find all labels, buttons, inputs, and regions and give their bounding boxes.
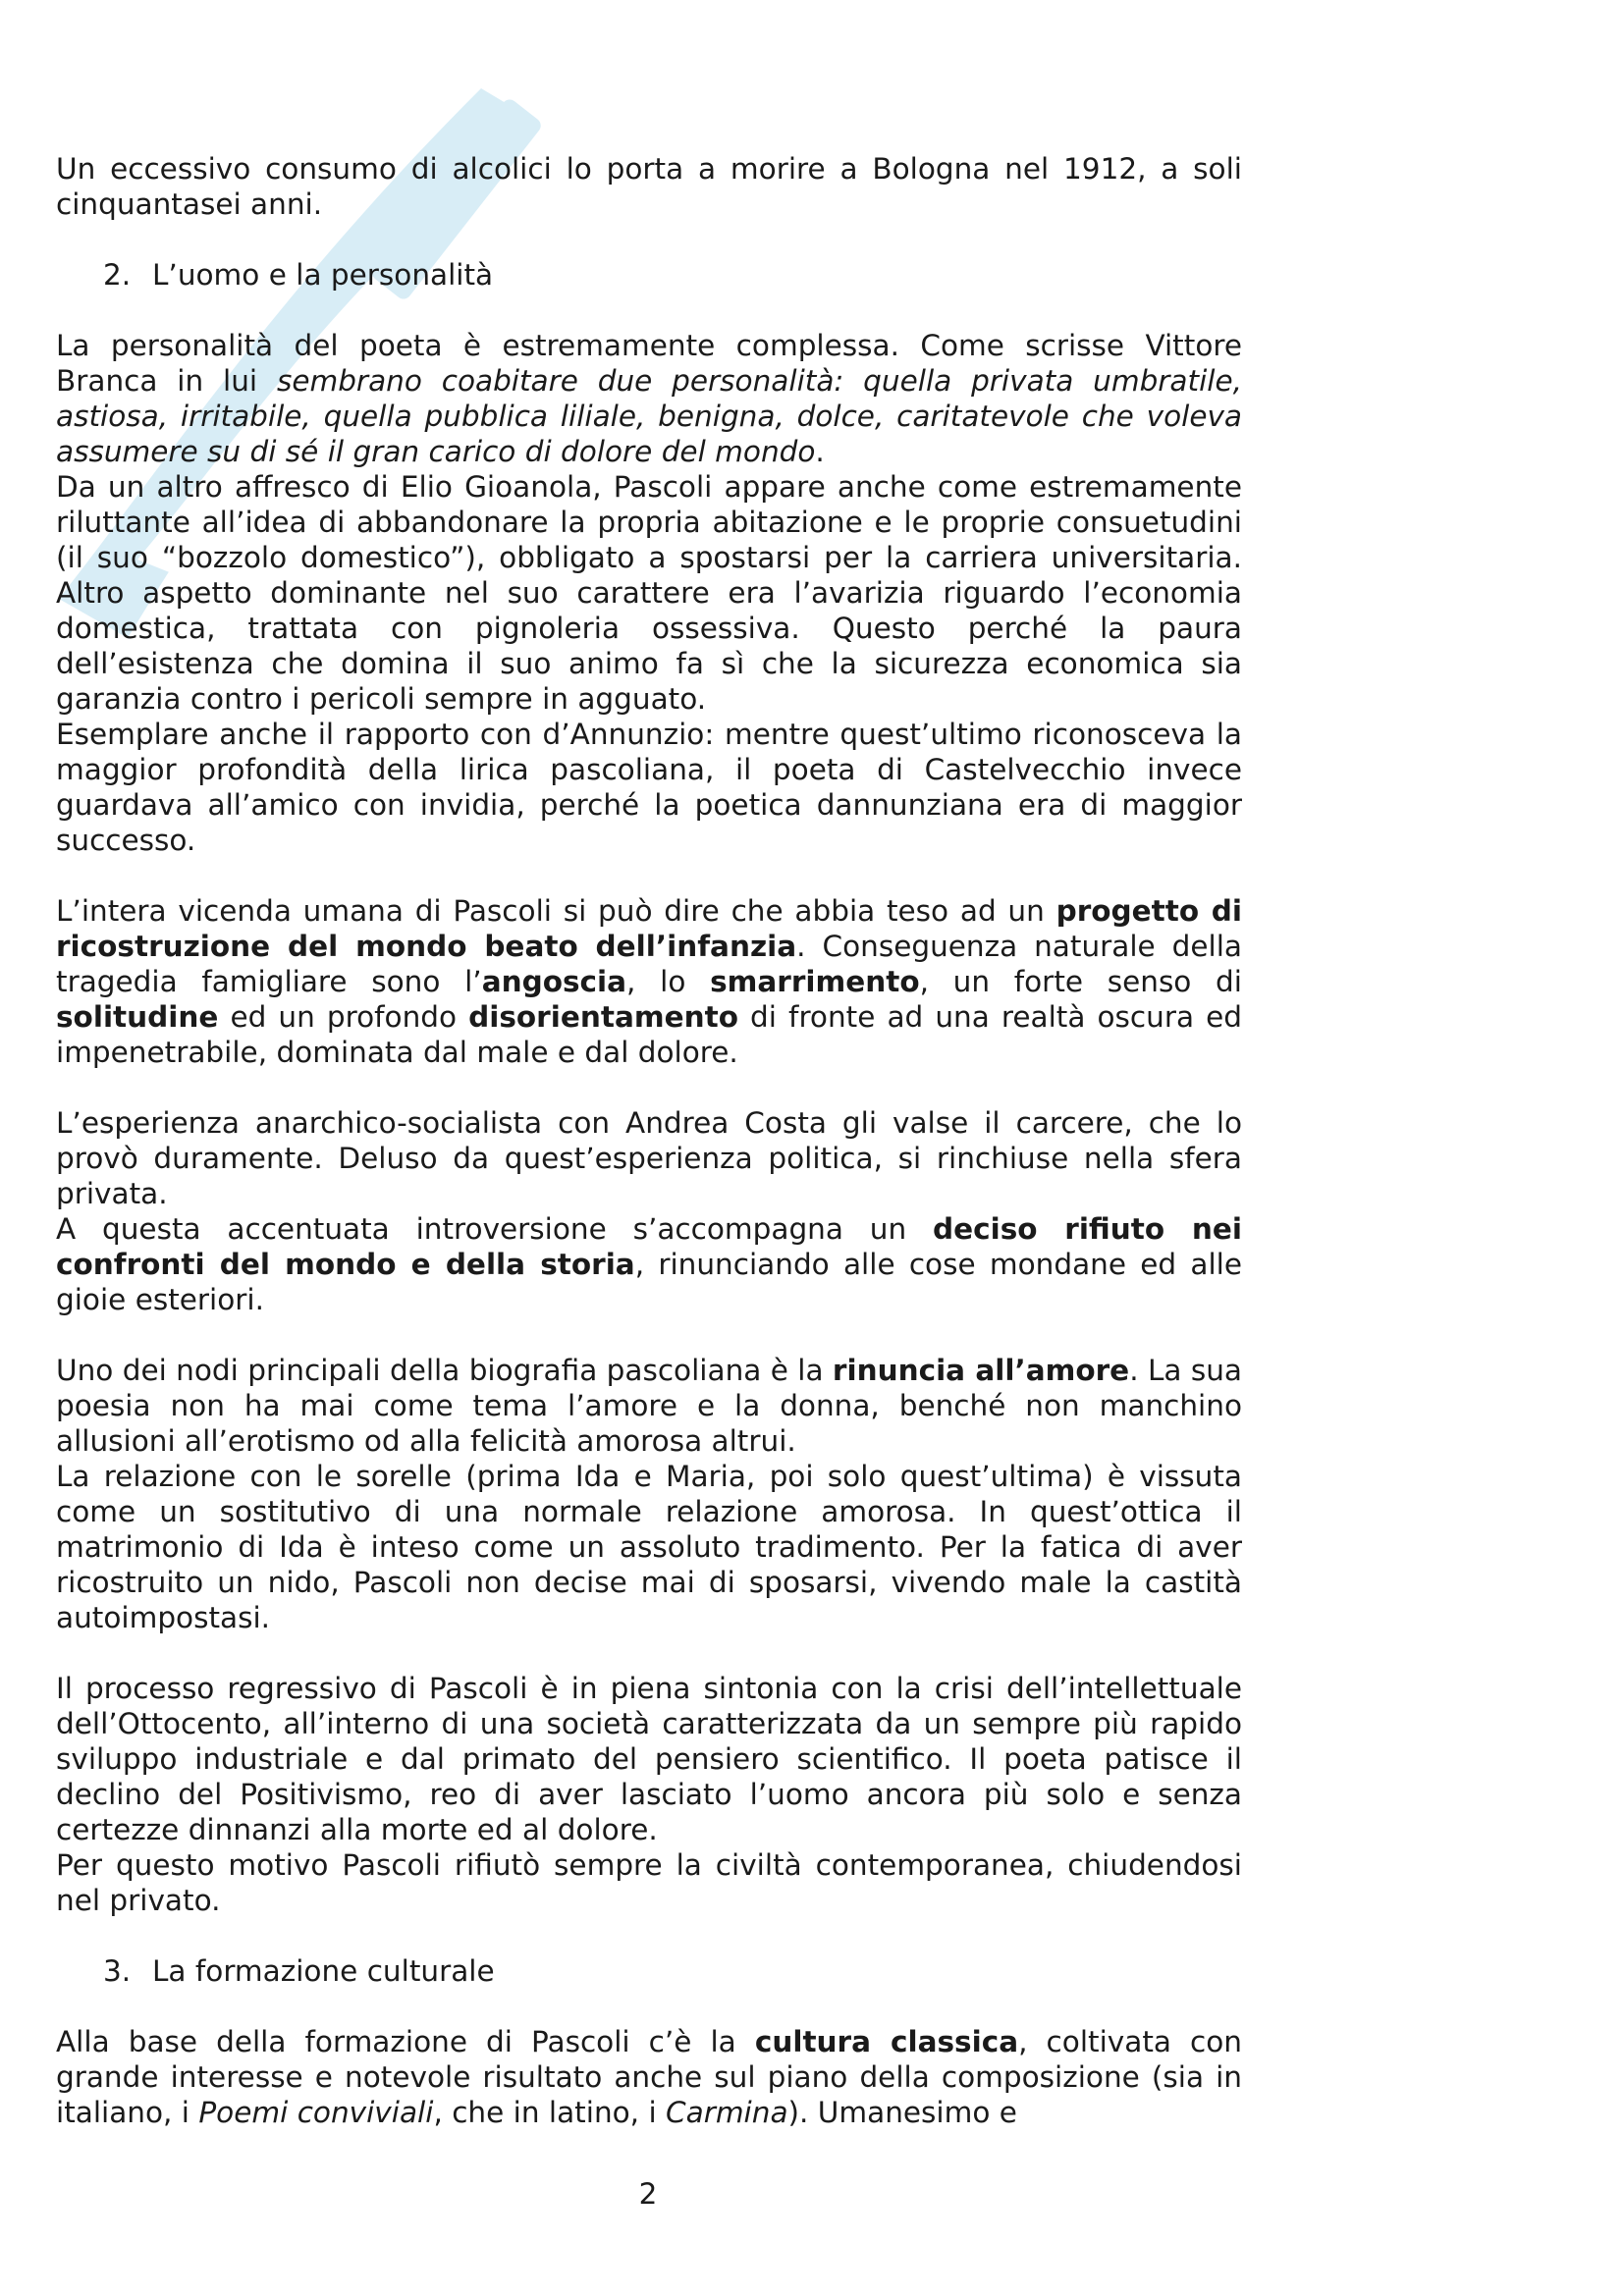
document-page <box>56 151 1242 2130</box>
bold-text: cultura classica <box>754 2025 1019 2058</box>
section-number: 2. <box>103 258 132 292</box>
section-heading <box>56 1953 1242 1989</box>
paragraph <box>56 717 1242 858</box>
section-title: La formazione culturale <box>152 1954 495 1988</box>
text-run: di fronte ad una realtà oscura ed impenetrabile, dominata dal male e dal dolore. <box>56 1000 1243 1069</box>
italic-text: Carmina <box>666 2096 788 2129</box>
paragraph <box>56 1847 1242 1918</box>
text-run: , lo <box>626 965 711 998</box>
text-run: L’intera vicenda umana di Pascoli si può dire che abbia teso ad un <box>56 894 1056 928</box>
paragraph <box>56 1353 1242 1459</box>
paragraph <box>56 328 1242 469</box>
text-run: . La sua poesia non ha mai come tema l’amore e la donna, benché non manchino allusioni all’erotismo od alla felicità amorosa altrui. <box>56 1354 1242 1458</box>
text-run: A questa accentuata introversione s’accompagna un <box>56 1212 933 1246</box>
text-run: ed un profondo <box>218 1000 469 1034</box>
italic-text: Poemi conviviali <box>198 2096 434 2129</box>
bold-text: rinuncia all’amore <box>832 1354 1130 1387</box>
text-run: Da un altro affresco di Elio Gioanola, Pascoli appare anche come estremamente riluttante all’idea di abbandonare la propria abitazione e le proprie consuetudini (il suo “bozzolo domestico”), obbligato a spostarsi per la carriera universitaria. Altro aspetto dominante nel suo carattere era l’avarizia riguardo l’economia domestica, trattata con pignoleria ossessiva. Questo perché la paura dell’esistenza che domina il suo animo fa sì che la sicurezza economica sia garanzia contro i pericoli sempre in agguato. <box>56 470 1242 716</box>
section-heading <box>56 257 1242 293</box>
text-run: L’esperienza anarchico-socialista con Andrea Costa gli valse il carcere, che lo provò duramente. Deluso da quest’esperienza politica, si rinchiuse nella sfera privata. <box>56 1106 1242 1210</box>
paragraph <box>56 1211 1242 1317</box>
text-run: , rinunciando alle cose mondane ed alle gioie esteriori. <box>56 1248 1242 1316</box>
paragraph-gap <box>56 1635 1242 1671</box>
text-run: , un forte senso di <box>919 965 1242 998</box>
paragraph <box>56 469 1242 717</box>
paragraph <box>56 1105 1242 1211</box>
paragraph <box>56 1671 1242 1847</box>
bold-text: deciso rifiuto nei confronti del mondo e della storia <box>56 1212 1243 1281</box>
text-run: , coltivata con grande interesse e notevole risultato anche sul piano della composizione (sia in italiano, i <box>56 2025 1243 2129</box>
paragraph-gap <box>56 1070 1242 1105</box>
bold-text: solitudine <box>56 1000 219 1034</box>
text-run: , che in latino, i <box>433 2096 667 2129</box>
italic-text: sembrano coabitare due personalità: quella privata umbratile, astiosa, irritabile, quella pubblica liliale, benigna, dolce, caritatevole che voleva assumere su di sé il gran carico di dolore del mondo <box>56 364 1242 468</box>
text-run: Un eccessivo consumo di alcolici lo porta a morire a Bologna nel 1912, a soli cinquantasei anni. <box>56 152 1242 221</box>
bold-text: angoscia <box>481 965 627 998</box>
text-run: Uno dei nodi principali della biografia pascoliana è la <box>56 1354 833 1387</box>
text-run: La personalità del poeta è estremamente complessa. Come scrisse Vittore Branca in lui <box>56 329 1242 398</box>
text-run: Alla base della formazione di Pascoli c’è la <box>56 2025 755 2058</box>
paragraph <box>56 2024 1242 2130</box>
bold-text: smarrimento <box>710 965 920 998</box>
paragraph <box>56 893 1242 1070</box>
bold-text: progetto di ricostruzione del mondo beato dell’infanzia <box>56 894 1242 963</box>
bold-text: disorientamento <box>468 1000 738 1034</box>
text-run: Esemplare anche il rapporto con d’Annunzio: mentre quest’ultimo riconosceva la maggior profondità della lirica pascoliana, il poeta di Castelvecchio invece guardava all’amico con invidia, perché la poetica dannunziana era di maggior successo. <box>56 718 1242 857</box>
text-run: . <box>815 435 825 468</box>
paragraph-gap <box>56 222 1242 257</box>
section-title: L’uomo e la personalità <box>152 258 494 292</box>
text-run: ). Umanesimo e <box>787 2096 1017 2129</box>
paragraph-gap <box>56 293 1242 328</box>
paragraph-gap <box>56 858 1242 893</box>
paragraph <box>56 1459 1242 1635</box>
text-run: La relazione con le sorelle (prima Ida e Maria, poi solo quest’ultima) è vissuta come un sostitutivo di una normale relazione amorosa. In quest’ottica il matrimonio di Ida è inteso come un assoluto tradimento. Per la fatica di aver ricostruito un nido, Pascoli non decise mai di sposarsi, vivendo male la castità autoimpostasi. <box>56 1460 1242 1634</box>
section-number: 3. <box>103 1954 132 1988</box>
paragraph <box>56 151 1242 222</box>
paragraph-gap <box>56 1317 1242 1353</box>
text-run: Per questo motivo Pascoli rifiutò sempre la civiltà contemporanea, chiudendosi nel privato. <box>56 1848 1242 1917</box>
text-run: . Conseguenza naturale della tragedia famigliare sono l’ <box>56 930 1242 998</box>
paragraph-gap <box>56 1989 1242 2024</box>
text-run: Il processo regressivo di Pascoli è in piena sintonia con la crisi dell’intellettuale dell’Ottocento, all’interno di una società caratterizzata da un sempre più rapido sviluppo industriale e dal primato del pensiero scientifico. Il poeta patisce il declino del Positivismo, reo di aver lasciato l’uomo ancora più solo e senza certezze dinnanzi alla morte ed al dolore. <box>56 1672 1242 1846</box>
paragraph-gap <box>56 1918 1242 1953</box>
page-number: 2 <box>638 2177 658 2211</box>
